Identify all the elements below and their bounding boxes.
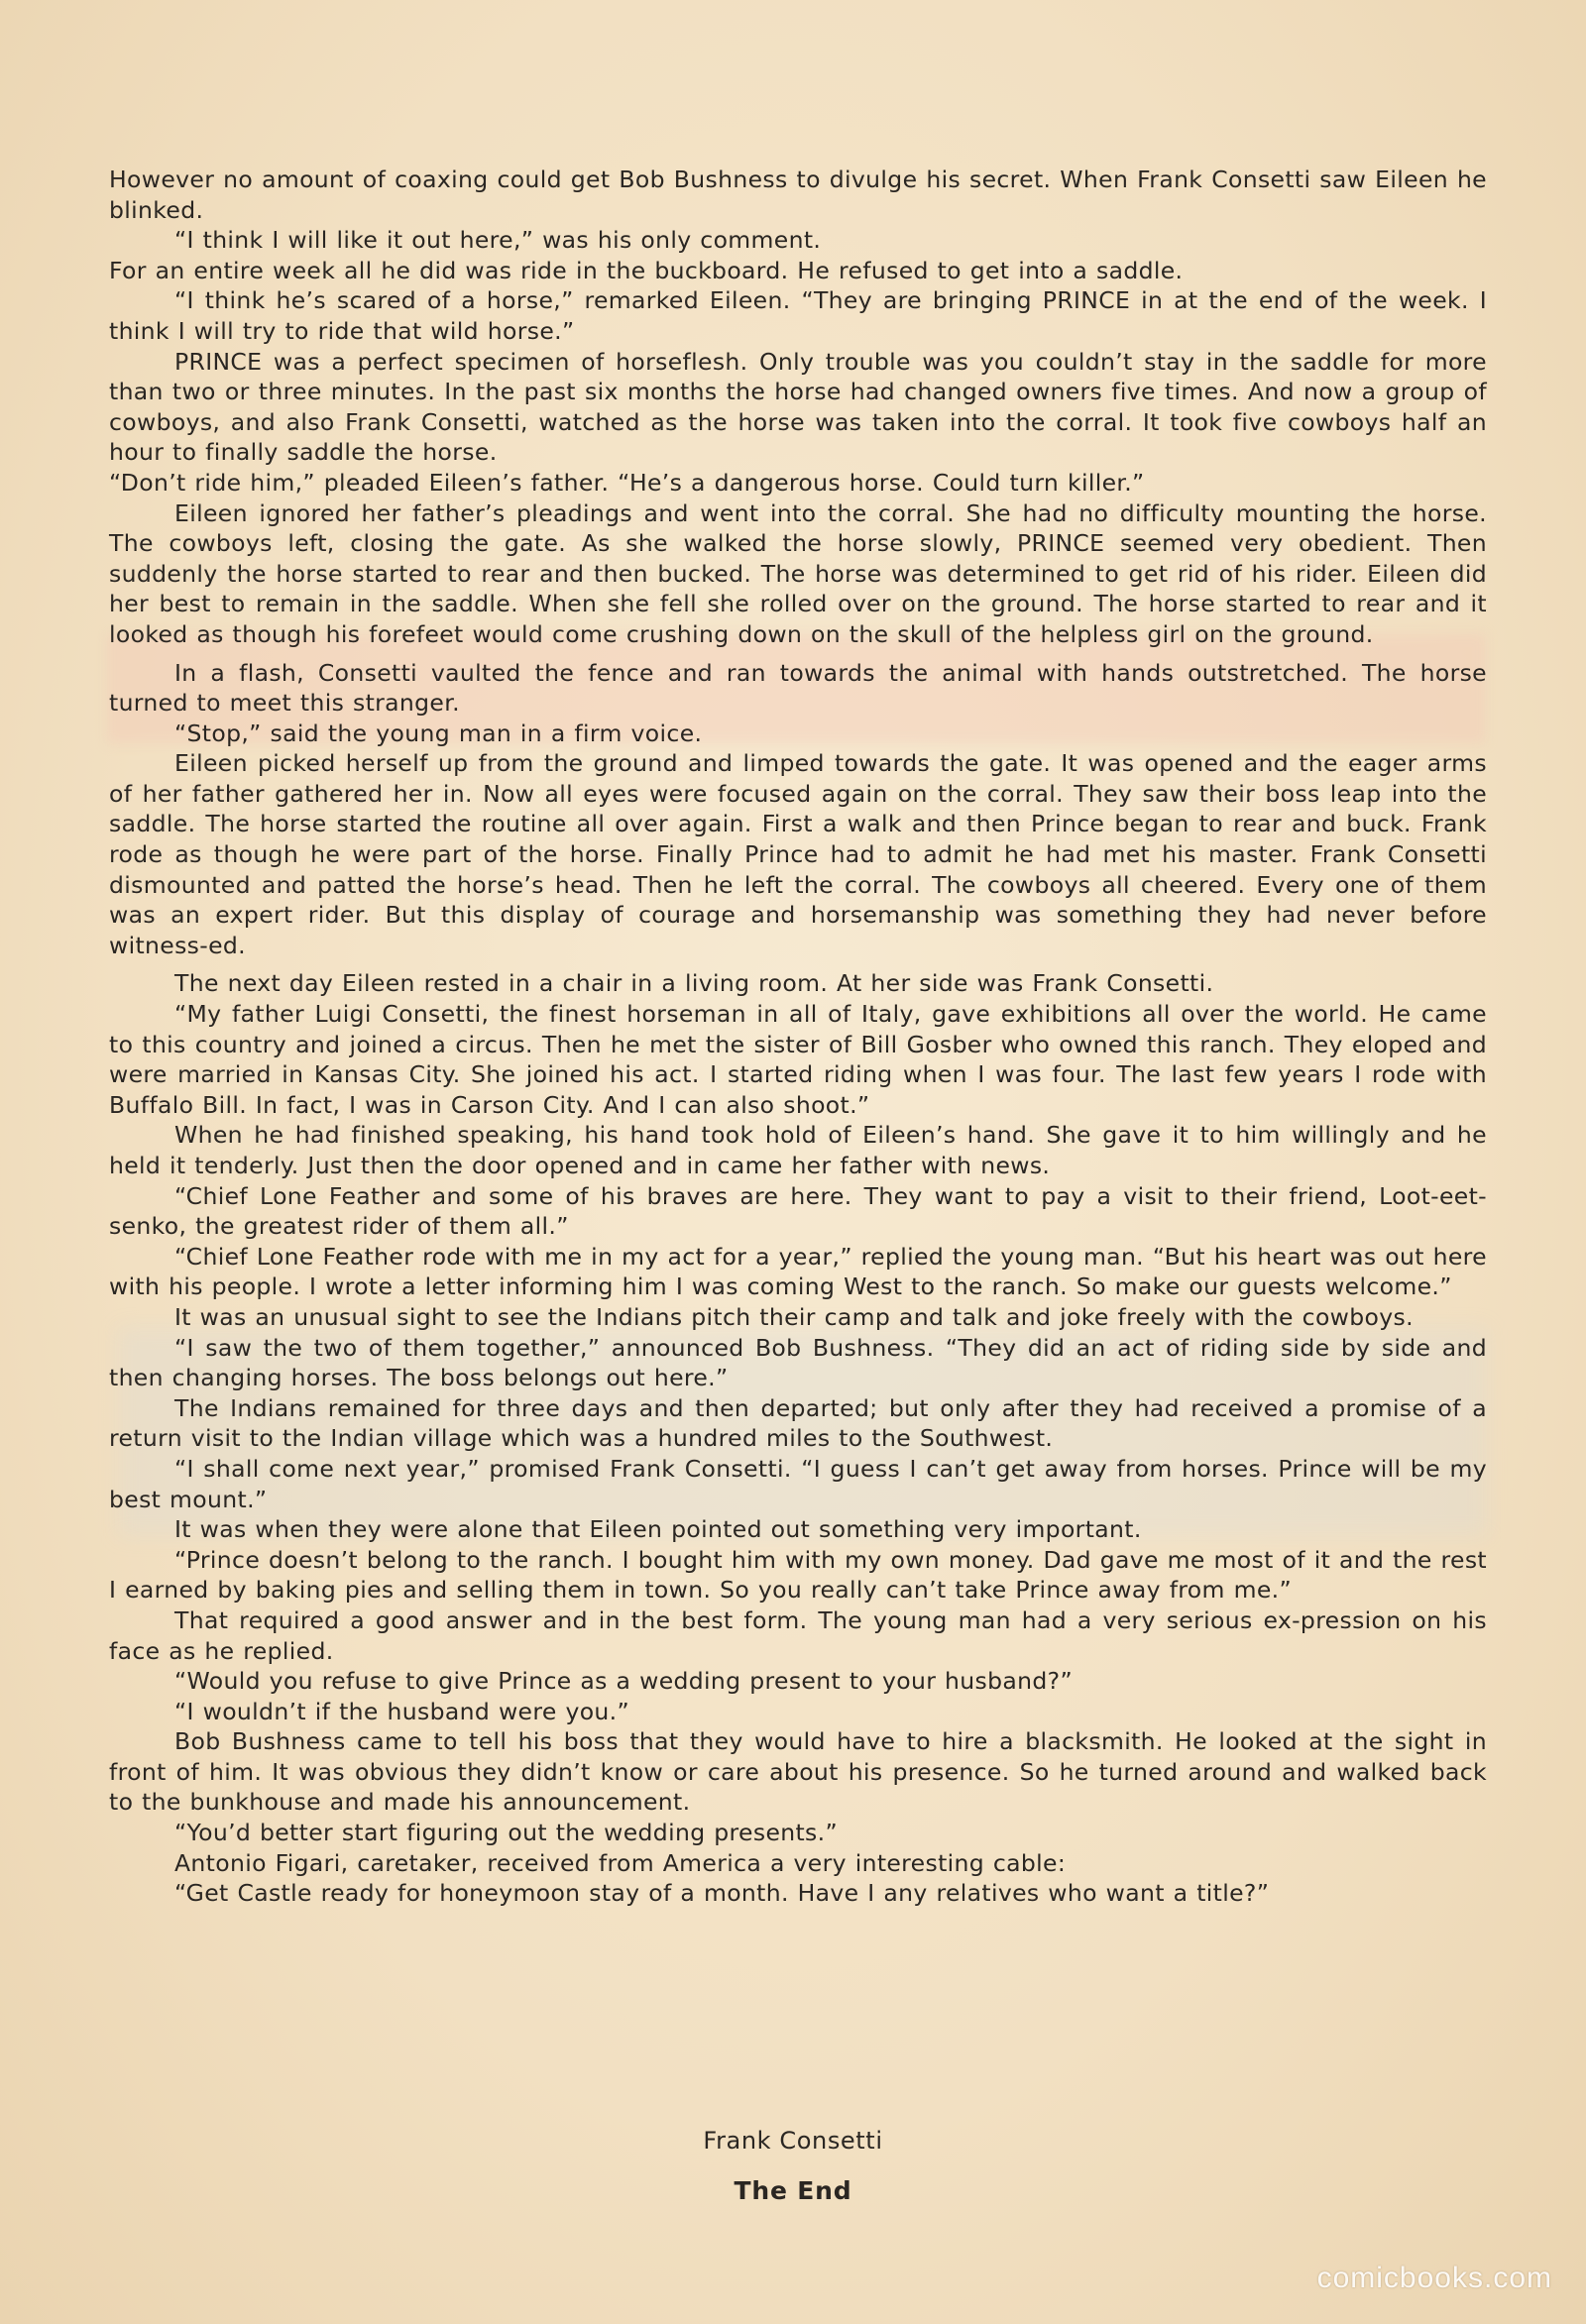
watermark: comicbooks.com — [1316, 2262, 1552, 2294]
the-end-label: The End — [734, 2176, 852, 2205]
story-paragraph: It was when they were alone that Eileen pointed out something very important. — [174, 1515, 1142, 1544]
story-paragraph: In a flash, Consetti vaulted the fence and ran towards the animal with hands outstretched. The horse turned to meet this stranger. — [109, 658, 1487, 718]
story-paragraph: The Indians remained for three days and then departed; but only after they had received a promise of a return visit to the Indian village which was a hundred miles to the Southwest. — [109, 1393, 1487, 1453]
story-paragraph: For an entire week all he did was ride in the buckboard. He refused to get into a saddle. — [109, 256, 1184, 284]
story-paragraph: Antonio Figari, caretaker, received from America a very interesting cable: — [174, 1848, 1067, 1877]
story-paragraph: However no amount of coaxing could get Bob Bushness to divulge his secret. When Frank Consetti saw Eileen he blinked. — [109, 166, 1487, 224]
story-paragraph: “I think I will like it out here,” was his only comment. — [174, 226, 822, 255]
story-paragraph: “My father Luigi Consetti, the finest horseman in all of Italy, gave exhibitions all over the world. He came to this country and joined a circus. Then he met the sister of Bill Gosber who owned this ranch. They eloped and were married in Kansas City. She joined his act. I started riding when I was four. The last few years I rode with Buffalo Bill. In fact, I was in Carson City. And I can also shoot.” — [109, 1000, 1487, 1119]
story-paragraph: “I wouldn’t if the husband were you.” — [174, 1697, 630, 1725]
story-paragraph: It was an unusual sight to see the Indians pitch their camp and talk and joke freely with the cowboys. — [174, 1302, 1414, 1331]
story-paragraph: “I think he’s scared of a horse,” remarked Eileen. “They are bringing PRINCE in at the end of the week. I think I will try to ride that wild horse.” — [109, 286, 1487, 345]
story-paragraph: “Chief Lone Feather rode with me in my act for a year,” replied the young man. “But his heart was out here with his people. I wrote a letter informing him I was coming West to the ranch. So make our guests welcome.” — [109, 1242, 1487, 1301]
story-paragraph: That required a good answer and in the best form. The young man had a very serious ex-pression on his face as he replied. — [109, 1605, 1487, 1665]
story-paragraph: Eileen ignored her father’s pleadings and went into the corral. She had no difficulty mounting the horse. The cowboys left, closing the gate. As she walked the horse slowly, PRINCE seemed very obedient. Then suddenly the horse started to rear and then bucked. The horse was determined to get rid of his rider. Eileen did her best to remain in the saddle. When she fell she rolled over on the ground. The horse started to rear and it looked as though his forefeet would come crushing down on the skull of the helpless girl on the ground. — [109, 498, 1487, 648]
author-byline: Frank Consetti — [703, 2127, 883, 2155]
story-paragraph: “You’d better start figuring out the wedding presents.” — [174, 1819, 838, 1847]
story-paragraph: “Chief Lone Feather and some of his braves are here. They want to pay a visit to their friend, Loot-eet-senko, the greatest rider of them all.” — [109, 1181, 1487, 1241]
story-paragraph: Eileen picked herself up from the ground and limped towards the gate. It was opened and the eager arms of her father gathered her in. Now all eyes were focused again on the corral. They saw their boss leap into the saddle. The horse started the routine all over again. First a walk and then Prince began to rear and buck. Frank rode as though he were part of the horse. Finally Prince had to admit he had met his master. Frank Consetti dismounted and patted the horse’s head. Then he left the corral. The cowboys all cheered. Every one of them was an expert rider. But this display of courage and horsemanship was something they had never before witness-ed. — [109, 749, 1487, 959]
story-paragraph: When he had finished speaking, his hand took hold of Eileen’s hand. She gave it to him willingly and he held it tenderly. Just then the door opened and in came her father with news. — [109, 1121, 1487, 1179]
story-paragraph: Bob Bushness came to tell his boss that they would have to hire a blacksmith. He looked at the sight in front of him. It was obvious they didn’t know or care about his presence. So he turned around and walked back to the bunkhouse and made his announcement. — [109, 1727, 1487, 1817]
story-paragraph: PRINCE was a perfect specimen of horseflesh. Only trouble was you couldn’t stay in the saddle for more than two or three minutes. In the past six months the horse had changed owners five times. And now a group of cowboys, and also Frank Consetti, watched as the horse was taken into the corral. It took five cowboys half an hour to finally saddle the horse. — [109, 347, 1487, 467]
story-paragraph: The next day Eileen rested in a chair in a living room. At her side was Frank Consetti. — [174, 969, 1214, 998]
story-paragraph: “I shall come next year,” promised Frank Consetti. “I guess I can’t get away from horses. Prince will be my best mount.” — [109, 1454, 1487, 1513]
story-paragraph: “Prince doesn’t belong to the ranch. I bought him with my own money. Dad gave me most of it and the rest I earned by baking pies and selling them in town. So you really can’t take Prince away from me.” — [109, 1545, 1487, 1605]
story-paragraph: “Get Castle ready for honeymoon stay of a month. Have I any relatives who want a title?” — [174, 1879, 1270, 1908]
story-paragraph: “Don’t ride him,” pleaded Eileen’s father. “He’s a dangerous horse. Could turn killer.” — [109, 468, 1145, 497]
story-paragraph: “Stop,” said the young man in a firm voice. — [174, 719, 703, 747]
story-paragraph: “Would you refuse to give Prince as a wedding present to your husband?” — [174, 1667, 1073, 1696]
story-text — [109, 165, 1487, 1909]
story-paragraph: “I saw the two of them together,” announced Bob Bushness. “They did an act of riding side by side and then changing horses. The boss belongs out here.” — [109, 1333, 1487, 1392]
